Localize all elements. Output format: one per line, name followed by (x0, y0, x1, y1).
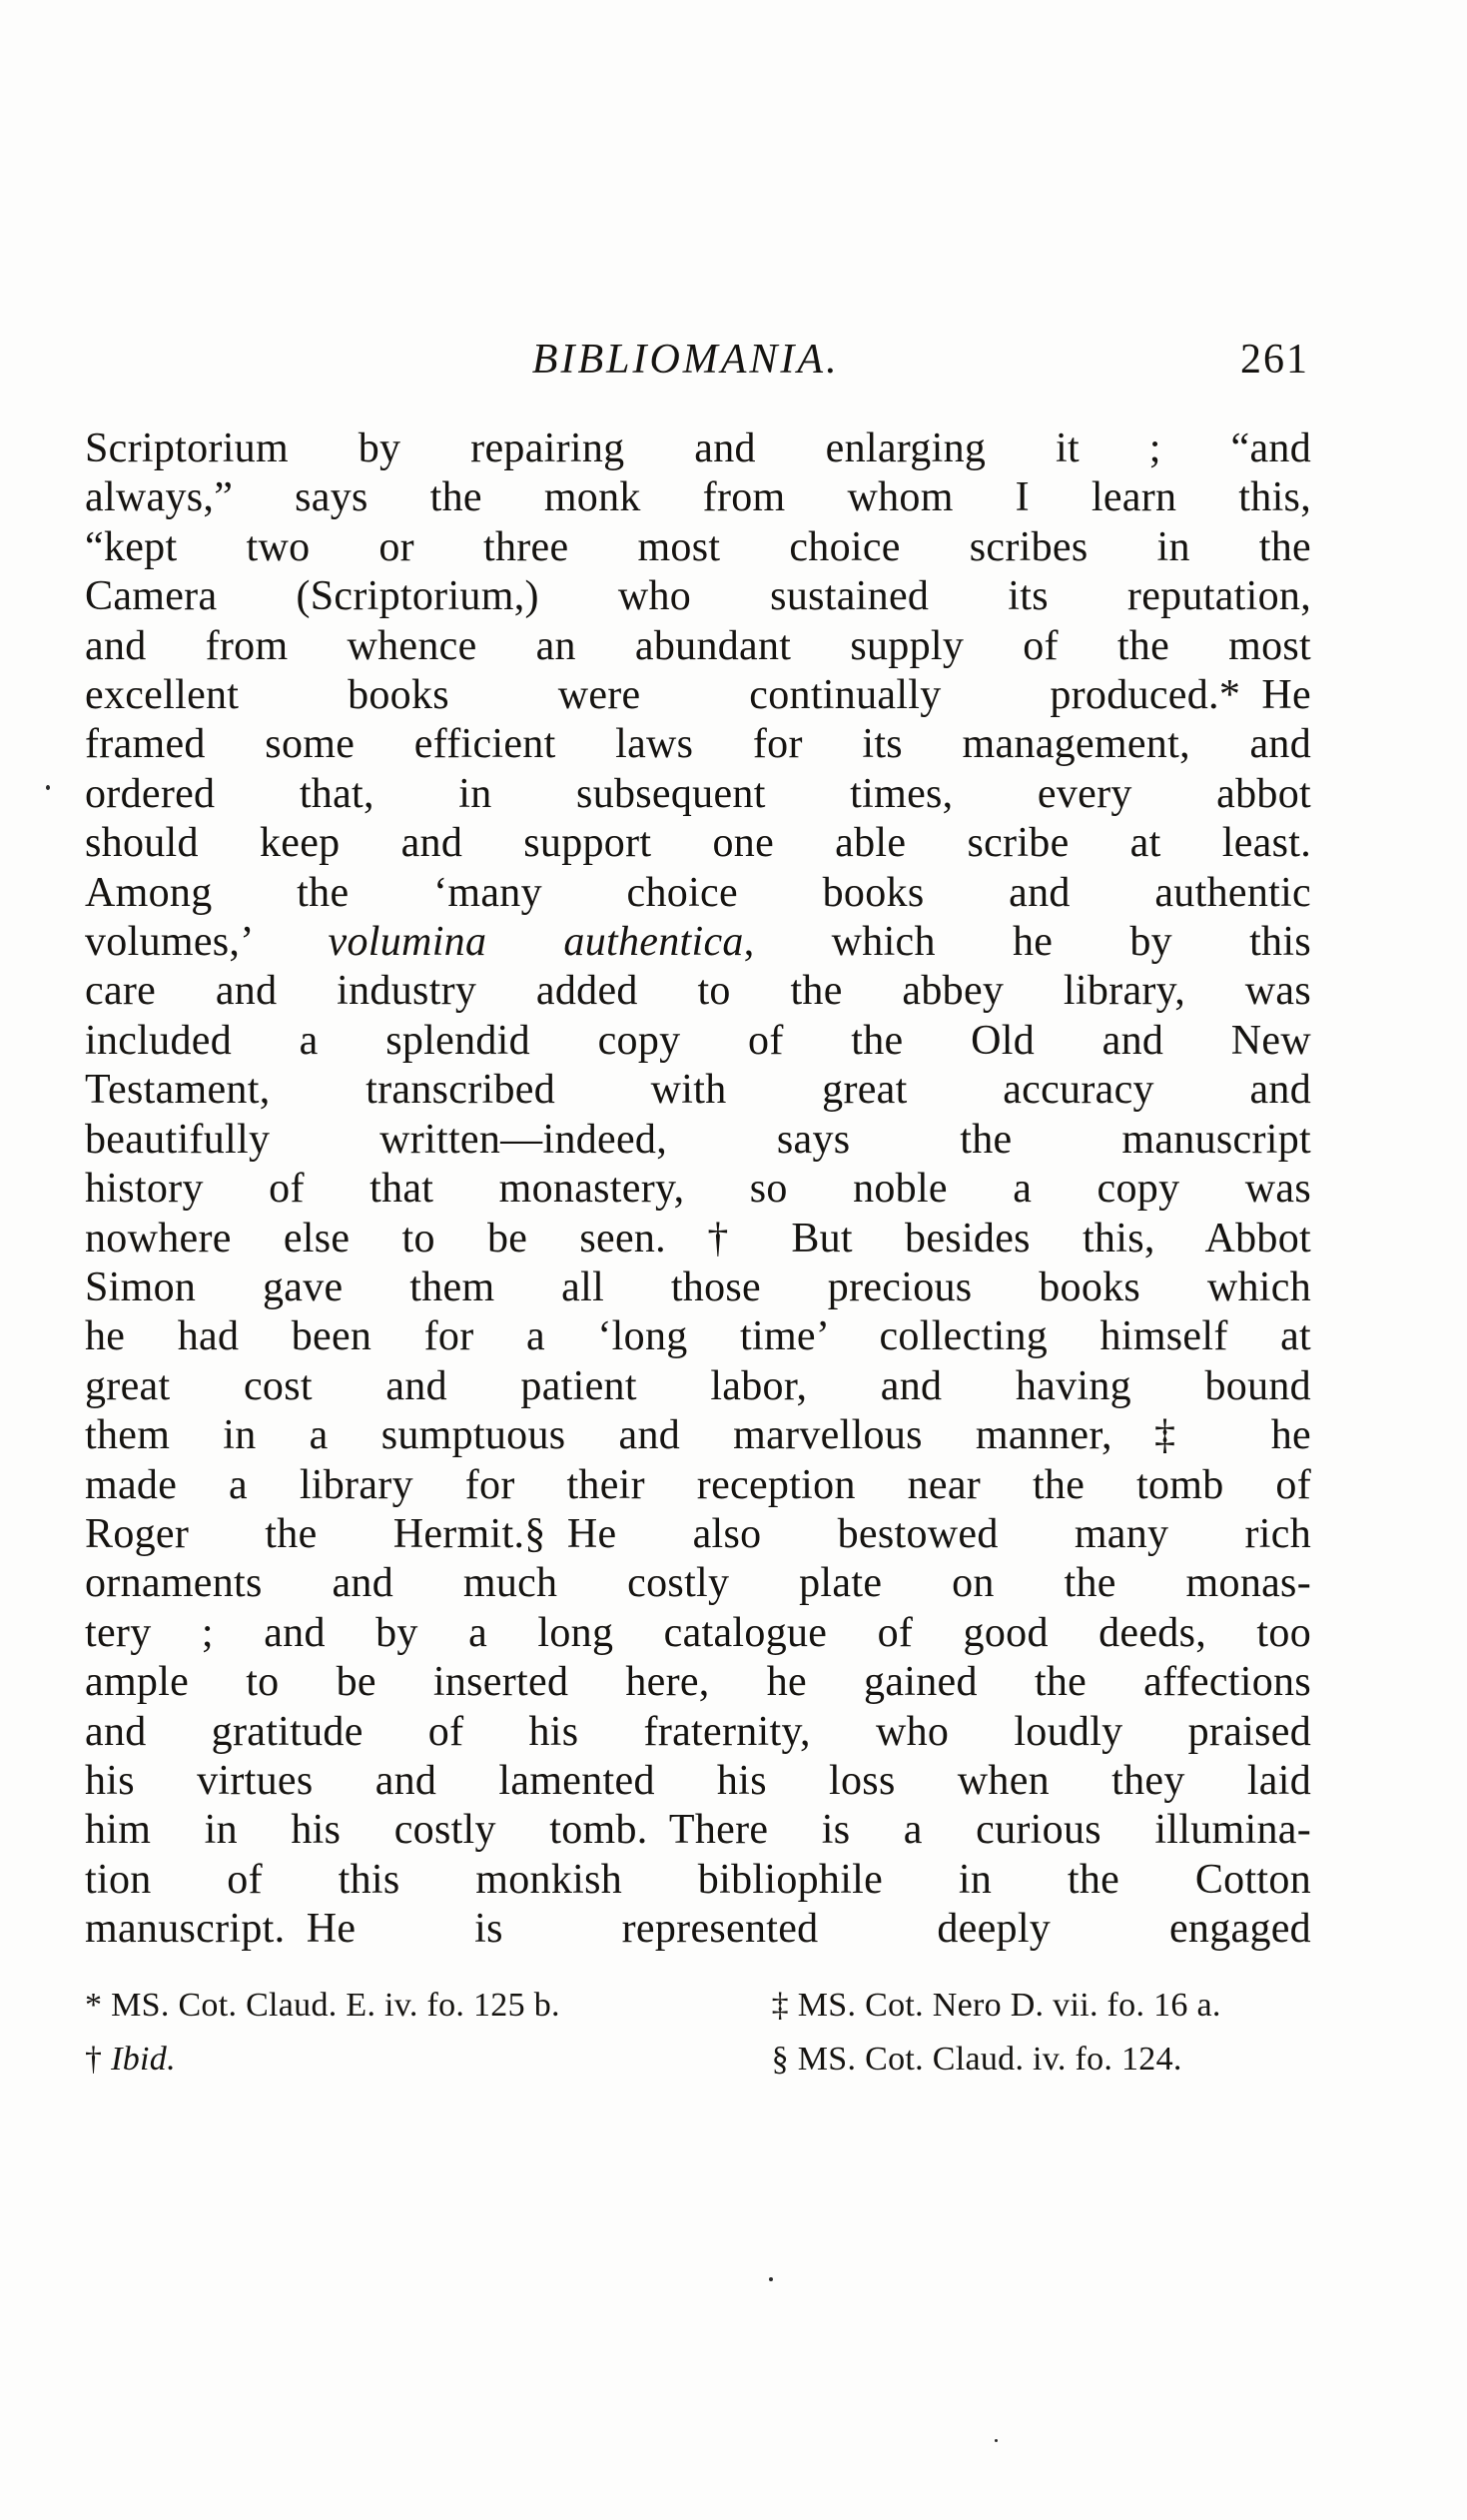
body-line (85, 1708, 1311, 1757)
text-segment: history of that monastery, so noble a copy was (85, 1166, 1311, 1213)
text-segment: and gratitude of his fraternity, who loudly praised (85, 1708, 1311, 1755)
text-segment: him in his costly tomb. There is a curious illumina- (85, 1807, 1311, 1854)
text-segment: Among the ‘many choice books and authentic (85, 869, 1311, 916)
body-line (85, 1905, 1311, 1954)
body-line (85, 1856, 1311, 1905)
text-segment: nowhere else to be seen.† But besides this, Abbot (85, 1215, 1311, 1261)
body-line (85, 1609, 1311, 1658)
text-segment: beautifully written—indeed, says the manuscript (85, 1116, 1311, 1163)
text-segment: and from whence an abundant supply of the most (85, 622, 1311, 669)
body-line (85, 869, 1311, 918)
body-line (85, 1757, 1311, 1806)
body-line (85, 720, 1311, 769)
text-segment: tion of this monkish bibliophile in the Cotton (85, 1856, 1311, 1903)
body-line (85, 1215, 1311, 1263)
text-segment: Simon gave them all those precious books which (85, 1263, 1311, 1310)
text-segment: care and industry added to the abbey library, was (85, 968, 1311, 1015)
text-segment: always,” says the monk from whom I learn this, (85, 474, 1311, 521)
body-line (85, 1165, 1311, 1214)
body-line (85, 918, 1311, 967)
body-line (85, 622, 1311, 671)
text-segment: volumes,’ (85, 919, 329, 966)
body-line (85, 572, 1311, 621)
body-line (85, 1806, 1311, 1855)
text-segment: them in a sumptuous and marvellous manner,‡ he (85, 1412, 1311, 1459)
text-segment: great cost and patient labor, and having bound (85, 1362, 1311, 1409)
body-line (85, 1263, 1311, 1312)
italic-text: volumina authentica (328, 919, 744, 966)
body-line (85, 473, 1311, 522)
text-segment: manuscript. He is represented deeply engaged (85, 1906, 1311, 1953)
text-segment: * MS. Cot. Claud. E. iv. fo. 125 b. (85, 1986, 560, 2024)
text-segment: ornaments and much costly plate on the monas- (85, 1560, 1311, 1607)
text-segment: should keep and support one able scribe at least. (85, 820, 1311, 867)
text-segment: made a library for their reception near the tomb of (85, 1461, 1311, 1508)
text-segment: ordered that, in subsequent times, every abbot (85, 770, 1311, 817)
body-line (85, 1116, 1311, 1165)
body-line (85, 967, 1311, 1016)
footnotes (85, 1979, 1311, 2087)
footnote-left (85, 1979, 772, 2033)
text-segment: tery ; and by a long catalogue of good deeds, too (85, 1609, 1311, 1656)
text-segment: he had been for a ‘long time’ collecting himself at (85, 1313, 1311, 1360)
body-line (85, 1362, 1311, 1411)
body-line (85, 1559, 1311, 1608)
body-line (85, 523, 1311, 572)
body-line (85, 819, 1311, 868)
text-segment: Camera (Scriptorium,) who sustained its reputation, (85, 573, 1311, 620)
body-line (85, 1658, 1311, 1707)
body-line (85, 1510, 1311, 1559)
body-line (85, 671, 1311, 720)
running-head-title: BIBLIOMANIA. (531, 337, 840, 383)
text-segment: § MS. Cot. Claud. iv. fo. 124. (771, 2040, 1182, 2078)
body-line (85, 1312, 1311, 1361)
text-segment: Testament, transcribed with great accuracy and (85, 1067, 1311, 1114)
body-line (85, 1461, 1311, 1510)
footnote-right (772, 1979, 1311, 2033)
body-line (85, 1017, 1311, 1066)
text-segment: Roger the Hermit.§ He also bestowed many rich (85, 1510, 1311, 1557)
body-line (85, 1066, 1311, 1115)
text-segment: framed some efficient laws for its management, and (85, 721, 1311, 768)
text-segment: ample to be inserted here, he gained the affections (85, 1659, 1311, 1706)
text-segment: , which he by this (743, 919, 1311, 966)
scan-speck (995, 2439, 998, 2442)
scan-speck (46, 785, 50, 790)
text-segment: excellent books were continually produced.* He (85, 672, 1311, 719)
running-head (85, 332, 1311, 424)
scan-speck (769, 2277, 773, 2281)
footnote-right (772, 2033, 1311, 2087)
italic-text: Ibid. (111, 2040, 176, 2078)
text-segment: † (85, 2040, 112, 2078)
text-segment: ‡ MS. Cot. Nero D. vii. fo. 16 a. (771, 1986, 1221, 2024)
text-segment: “kept two or three most choice scribes in the (85, 523, 1311, 570)
page-number: 261 (1240, 337, 1309, 383)
text-segment: his virtues and lamented his loss when they laid (85, 1757, 1311, 1804)
body-text (85, 424, 1311, 1955)
text-block (85, 332, 1311, 2087)
body-line (85, 1411, 1311, 1460)
text-segment: included a splendid copy of the Old and New (85, 1017, 1311, 1064)
text-segment: Scriptorium by repairing and enlarging it ; “and (85, 425, 1311, 471)
footnote-left (85, 2033, 772, 2087)
body-line (85, 424, 1311, 473)
body-line (85, 770, 1311, 819)
